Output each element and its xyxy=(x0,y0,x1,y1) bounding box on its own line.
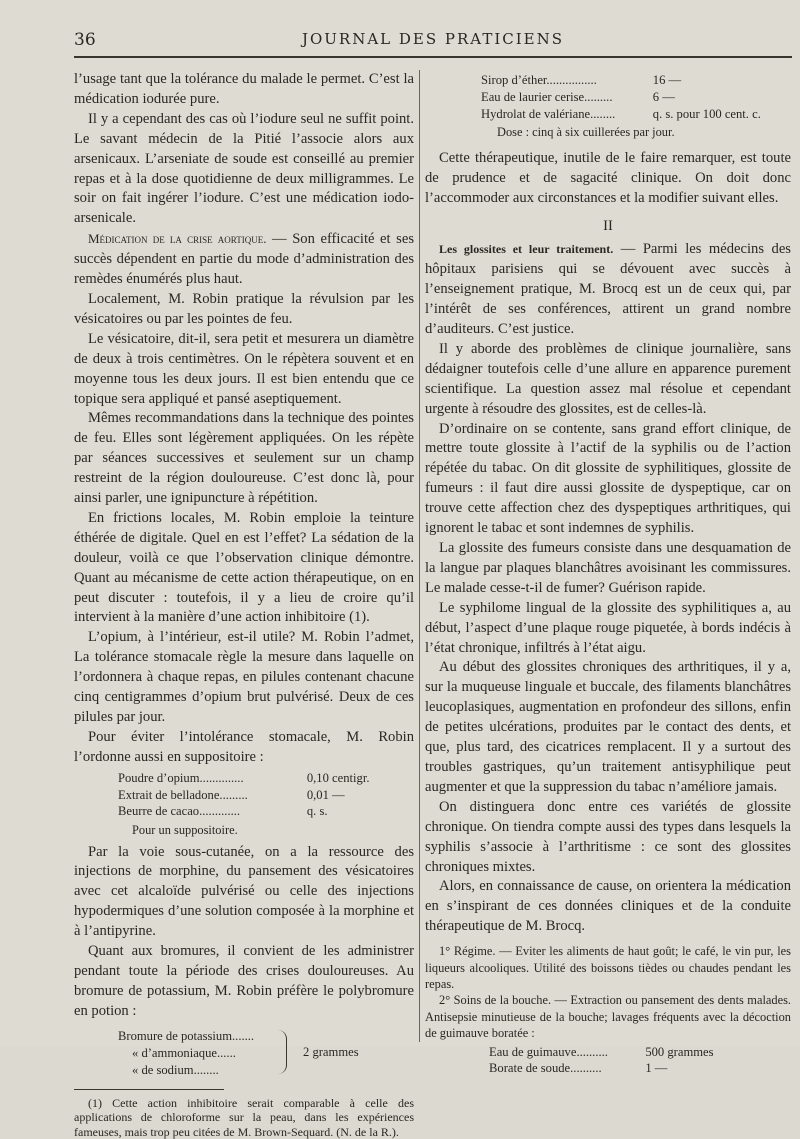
formula-row xyxy=(481,106,791,123)
formula-row xyxy=(489,1044,735,1061)
footnote-rule xyxy=(74,1089,224,1090)
regimen-item: 1° Régime. — Eviter les aliments de haut goût; le café, le vin pur, les liqueurs alcooliques. Utilité des boissons tièdes ou chaudes pendant les repas. xyxy=(425,944,791,991)
paragraph: D’ordinaire on se contente, sans grand effort clinique, de mettre toute glossite à l’actif de la syphilis ou de l’action répétée du tabac. On dit glossite de syphilitiques, glossite de fumeurs : il faut dire aussi glossite de dyspeptique, car on trouve cette affection chez des dyspeptiques arthritiques, qui ignorent le tabac et sont indemnes de syphilis. xyxy=(425,420,791,537)
ingredient-quantity: 1 — xyxy=(645,1061,668,1076)
section-number: II xyxy=(603,217,613,234)
running-header xyxy=(74,28,792,56)
ingredient-name: Beurre de cacao............. xyxy=(118,804,241,819)
ingredient-name: Borate de soude.......... xyxy=(489,1061,602,1076)
paragraph: Au début des glossites chroniques des arthritiques, il y a, sur la muqueuse linguale et buccale, des filaments blanchâtres leucoplasiques, augmentation en profondeur des sillons, enfin de petites ulcérations, produites par le contact des dents, et que, plus tard, des cicatrices remplacent. Il y a surtout des troubles gastriques, qu’un traitement antisyphilique peut augmenter et que la suppression du tabac n’améliore jamais. xyxy=(425,659,791,795)
paragraph: Cette thérapeutique, inutile de le faire remarquer, est toute de prudence et de sagacité clinique. On doit donc l’accommoder aux circonstances et la modifier suivant elles. xyxy=(425,149,791,206)
ingredient-name: Eau de laurier cerise......... xyxy=(481,89,613,104)
ingredient-quantity: 0,01 — xyxy=(306,787,345,802)
paragraph: L’opium, à l’intérieur, est-il utile? M. Robin l’admet, La tolérance stomacale règle la mesure dans laquelle on l’ordonnera à chaque repas, en pilules contenant chacune cinq centigrammes d’opium brut pulvérisé. Deux de ces pilules par jour. xyxy=(74,629,414,725)
ingredient-name: Eau de guimauve.......... xyxy=(489,1044,608,1059)
formula-row xyxy=(489,1060,735,1077)
ingredient-name: Hydrolat de valériane........ xyxy=(481,106,616,121)
paragraph: Le vésicatoire, dit-il, sera petit et mesurera un diamètre de deux à trois centimètres. On le répètera souvent et en moyenne tous les deux jours. Il est bien entendu que ce topique sera appliqué et pansé aseptiquement. xyxy=(74,330,414,407)
paragraph: l’usage tant que la tolérance du malade le permet. C’est la médication iodurée pure. xyxy=(74,71,414,107)
header-rule xyxy=(74,56,792,58)
footnote: (1) Cette action inhibitoire serait comparable à celle des applications de chloroforme sur la peau, dans les expériences fameuses, mais trop peu citées de M. Brown-Sequard. (N. de la R.). xyxy=(74,1095,414,1139)
ingredient-quantity: q. s. xyxy=(306,804,328,819)
paragraph: Il y aborde des problèmes de clinique journalière, sans dédaigner toutefois celle d’une allure en apparence purement scientifique. La question assez mal résolue et cependant urgente à résoudre des glossites, est de celles-là. xyxy=(425,340,791,417)
section-paragraph xyxy=(425,240,791,340)
paragraph: Pour éviter l’intolérance stomacale, M. Robin l’ordonne aussi en suppositoire : xyxy=(74,728,414,765)
ingredient-name: « de sodium........ xyxy=(132,1062,219,1077)
ingredient-name: « d’ammoniaque...... xyxy=(132,1045,236,1060)
page-number: 36 xyxy=(74,30,96,50)
formula-row xyxy=(481,72,791,89)
ingredient-name: Bromure de potassium....... xyxy=(118,1028,255,1043)
formula-note: Pour un suppositoire. xyxy=(132,823,238,838)
formula-row xyxy=(481,89,791,106)
suppository-formula xyxy=(118,770,398,820)
ingredient-name: Poudre d’opium.............. xyxy=(118,770,244,785)
paragraph: Quant aux bromures, il convient de les administrer pendant toute la période des crises douloureuses. Au bromure de potassium, M. Robin préfère le polybromure en potion : xyxy=(74,943,414,1019)
potion-formula xyxy=(118,1028,414,1079)
ingredient-quantity: 16 — xyxy=(652,73,682,87)
potion-formula-continued xyxy=(481,72,791,122)
formula-row xyxy=(118,787,398,804)
section-text: — Son efficacité et ses succès dépendent en partie du mode d’administration des remèdes énumérés plus haut. xyxy=(74,231,414,288)
journal-title: JOURNAL DES PRATICIENS xyxy=(301,30,565,48)
section-heading: Médication de la crise aortique. xyxy=(88,231,267,247)
column-divider xyxy=(419,70,420,1042)
right-column xyxy=(425,70,791,1079)
regimen-item: 2° Soins de la bouche. — Extraction ou pansement des dents malades. Antisepsie minutieuse de la bouche; lavages fréquents avec la décoction de guimauve boratée : xyxy=(425,993,791,1041)
ingredient-quantity: q. s. pour 100 cent. c. xyxy=(652,106,761,121)
formula-row xyxy=(118,770,398,787)
paragraph: En frictions locales, M. Robin emploie la teinture éthérée de digitale. Quel en est l’effet? La sédation de la douleur, voilà ce que l’observation clinique démontre. Quant au mécanisme de cette action thérapeutique, on en peut discuter : toutefois, il y a lieu de croire qu’il intervient à la manière d’une action inhibitoire (1). xyxy=(74,509,414,626)
ingredient-name: Sirop d’éther................ xyxy=(481,73,597,87)
paragraph: Localement, M. Robin pratique la révulsion par les vésicatoires ou par les pointes de feu. xyxy=(74,290,414,327)
section-paragraph xyxy=(74,229,414,290)
section-text: — Parmi les médecins des hôpitaux parisiens qui se dévouent avec succès à l’enseignement pratique, M. Brocq est un de ceux qui, par l’intérêt de ses conférences, attirent un grand nombre d’auditeurs. C’est justice. xyxy=(425,241,791,338)
paragraph: Il y a cependant des cas où l’iodure seul ne suffit point. Le savant médecin de la Pitié l’associe alors aux arsenicaux. L’arseniate de soude est conseillé au premier repas et à la dose quotidienne de deux milligrammes. Le soir on fait ingérer l’iodure. C’est une médication iodo-arsenicale. xyxy=(74,110,414,227)
brace xyxy=(278,1030,287,1074)
paragraph: Mêmes recommandations dans la technique des pointes de feu. Elles sont légèrement appliquées. On les répète par séances successives et seulement sur un champ restreint de la région douloureuse. C’est donc là, pour ainsi parler, une ignipuncture à répétition. xyxy=(74,410,414,507)
ingredient-quantity: 500 grammes xyxy=(645,1044,714,1059)
ingredient-quantity: 0,10 centigr. xyxy=(306,770,370,785)
paragraph: Alors, en connaissance de cause, on orientera la médication en s’inspirant de ces données cliniques et de la conduite thérapeutique de M. Brocq. xyxy=(425,878,791,935)
ingredient-name: Extrait de belladone......... xyxy=(118,787,248,802)
paragraph: On distinguera donc entre ces variétés de glossite chronique. On tiendra compte aussi des types dans lesquels la syphilis s’associe à l’arthritisme : ce sont des glossites chroniques mixtes. xyxy=(425,798,791,875)
ingredient-quantity: 2 grammes xyxy=(303,1044,359,1059)
paragraph: La glossite des fumeurs consiste dans une desquamation de la langue par plaques blanchâtres avoisinant les commissures. Le malade cesse-t-il de fumer? Guérison rapide. xyxy=(425,540,791,596)
left-column xyxy=(74,70,414,1139)
paragraph: Le syphilome lingual de la glossite des syphilitiques a, au début, l’aspect d’une plaque rouge piquetée, à bords indécis à l’état chronique, infiltrés à l’état aigu. xyxy=(425,599,791,656)
section-heading: Les glossites et leur traitement. xyxy=(439,242,614,257)
paragraph: Par la voie sous-cutanée, on a la ressource des injections de morphine, du pansement des vésicatoires avec cet alcaloïde pulvérisé ou celle des injections hypodermiques d’une solution composée à la morphine et à l’antipyrine. xyxy=(74,843,414,940)
dose-note: Dose : cinq à six cuillerées par jour. xyxy=(497,125,675,140)
ingredient-quantity: 6 — xyxy=(652,89,675,104)
mouthwash-formula xyxy=(489,1044,735,1078)
formula-row xyxy=(118,803,398,820)
